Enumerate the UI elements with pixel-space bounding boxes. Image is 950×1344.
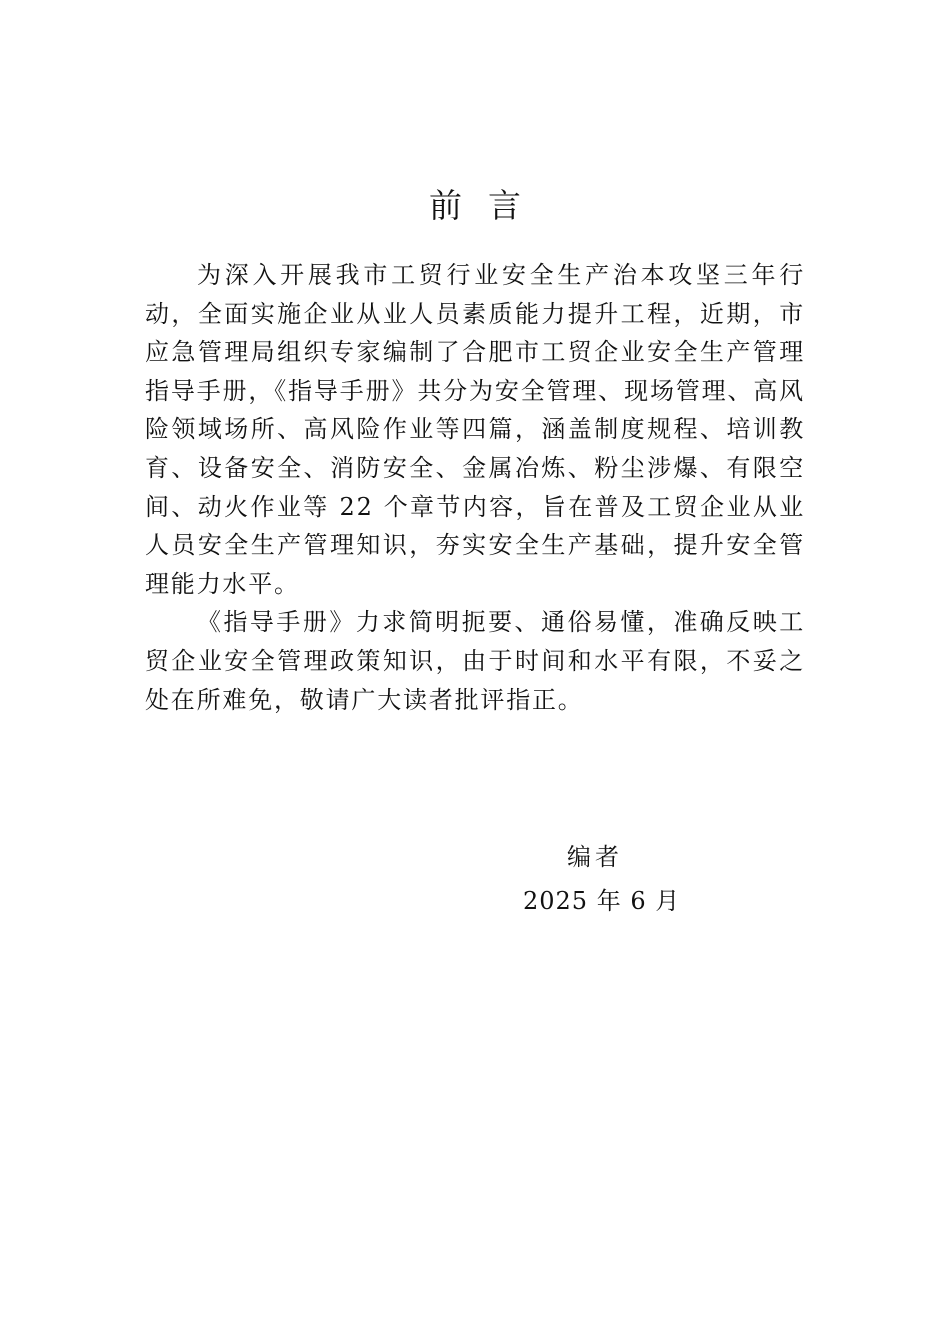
preface-body xyxy=(145,256,805,719)
preface-paragraph-2: 《指导手册》力求简明扼要、通俗易懂，准确反映工贸企业安全管理政策知识，由于时间和水平有限，不妥之处在所难免，敬请广大读者批评指正。 xyxy=(145,608,805,714)
page-title: 前言 xyxy=(429,186,547,226)
signature-author: 编者 xyxy=(567,843,623,871)
signature-date: 2025 年 6 月 xyxy=(523,887,681,915)
preface-paragraph-1: 为深入开展我市工贸行业安全生产治本攻坚三年行动，全面实施企业从业人员素质能力提升工程，近期，市应急管理局组织专家编制了合肥市工贸企业安全生产管理指导手册，《指导手册》共分为安全管理、现场管理、高风险领域场所、高风险作业等四篇，涵盖制度规程、培训教育、设备安全、消防安全、金属冶炼、粉尘涉爆、有限空间、动火作业等 22 个章节内容，旨在普及工贸企业从业人员安全生产管理知识，夯实安全生产基础，提升安全管理能力水平。 xyxy=(145,261,805,598)
